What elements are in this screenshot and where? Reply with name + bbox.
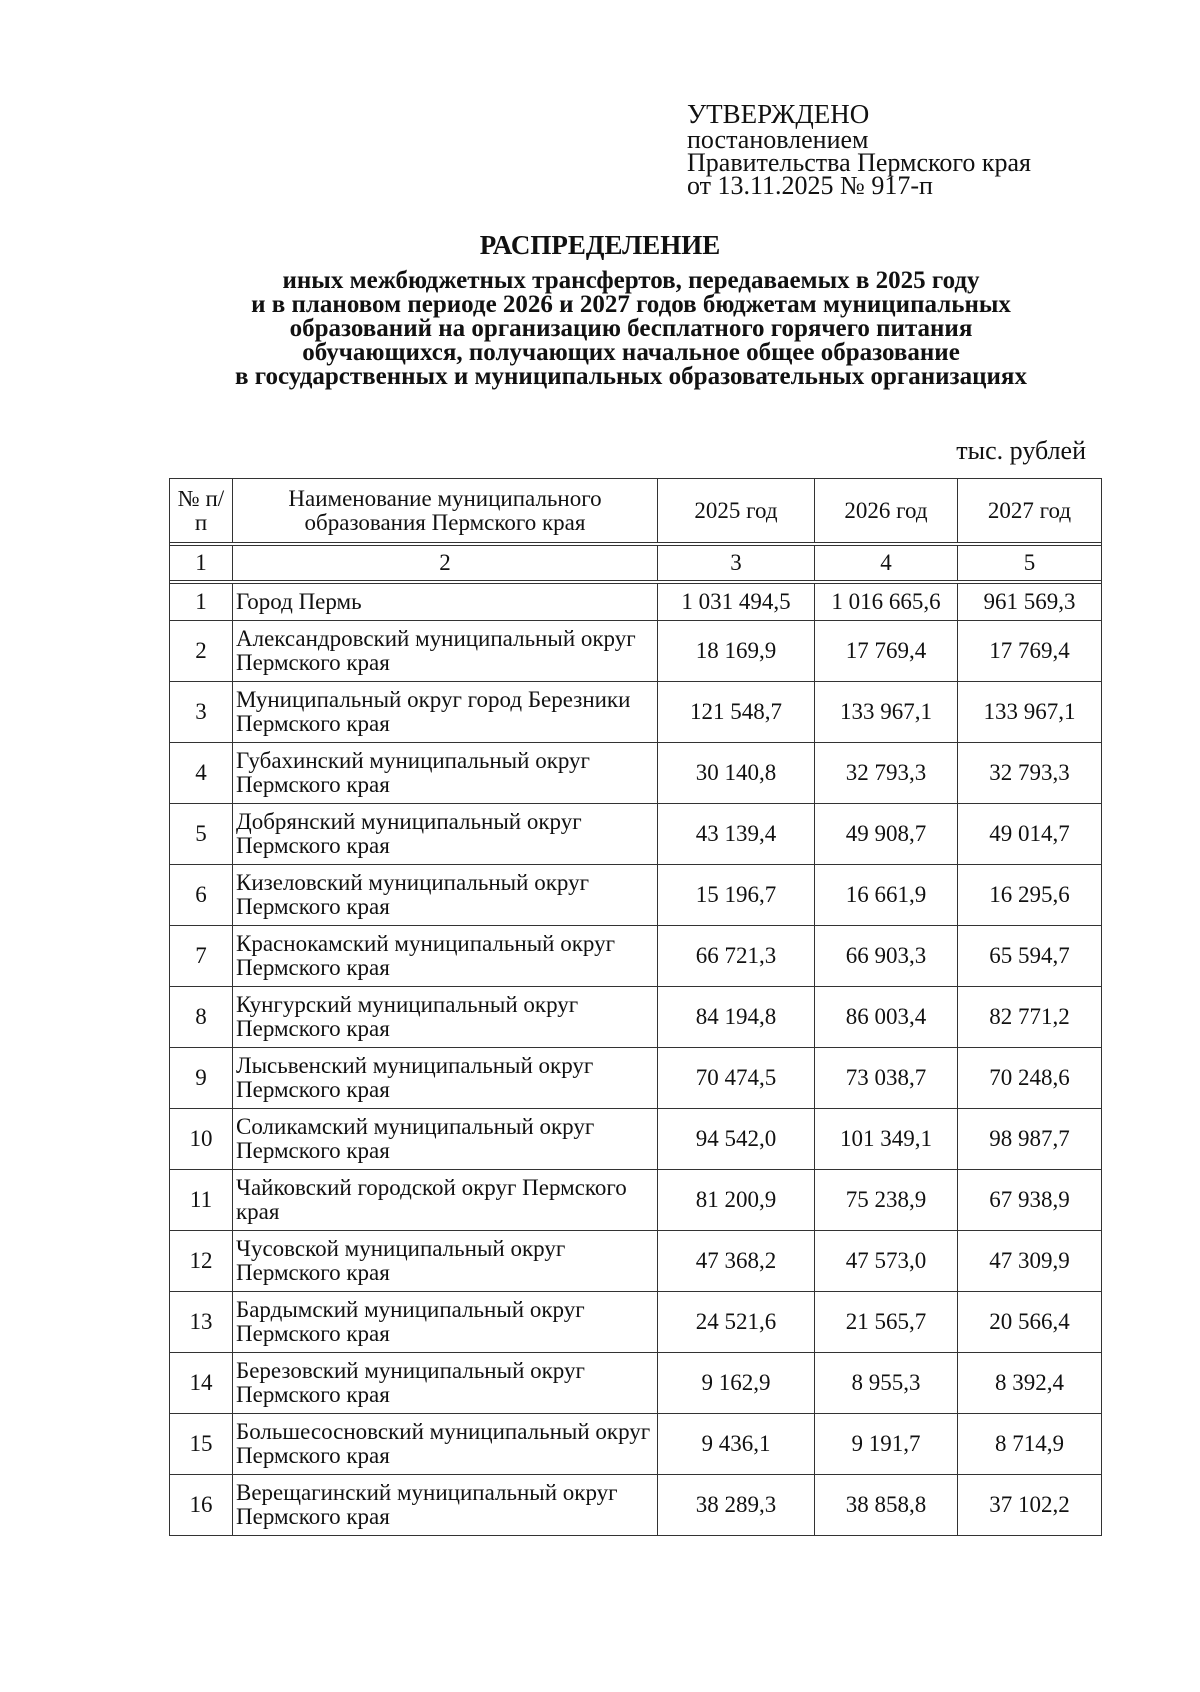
municipality-name-cell: Добрянский муниципальный округ Пермского края: [233, 804, 658, 865]
amount-2027-cell: 16 295,6: [958, 865, 1102, 926]
row-number-cell: 8: [170, 987, 233, 1048]
amount-2025-cell: 15 196,7: [658, 865, 815, 926]
municipality-name-cell: Кизеловский муниципальный округ Пермского края: [233, 865, 658, 926]
amount-2026-cell: 133 967,1: [815, 682, 958, 743]
amount-2027-cell: 49 014,7: [958, 804, 1102, 865]
header-2025: 2025 год: [658, 479, 815, 543]
amount-2025-cell: 43 139,4: [658, 804, 815, 865]
table-row: [170, 1353, 1102, 1414]
municipality-name-cell: Чайковский городской округ Пермского края: [233, 1170, 658, 1231]
municipality-name-cell: Березовский муниципальный округ Пермского края: [233, 1353, 658, 1414]
distribution-table: [169, 478, 1102, 1536]
amount-2026-cell: 32 793,3: [815, 743, 958, 804]
amount-2026-cell: 49 908,7: [815, 804, 958, 865]
row-number-cell: 15: [170, 1414, 233, 1475]
amount-2025-cell: 38 289,3: [658, 1475, 815, 1536]
amount-2026-cell: 9 191,7: [815, 1414, 958, 1475]
amount-2025-cell: 66 721,3: [658, 926, 815, 987]
table-row: [170, 743, 1102, 804]
row-number-cell: 11: [170, 1170, 233, 1231]
row-number-cell: 1: [170, 584, 233, 621]
municipality-name-cell: Губахинский муниципальный округ Пермского края: [233, 743, 658, 804]
amount-2025-cell: 81 200,9: [658, 1170, 815, 1231]
amount-2025-cell: 121 548,7: [658, 682, 815, 743]
table-row: [170, 1170, 1102, 1231]
table-row: [170, 987, 1102, 1048]
header-2026: 2026 год: [815, 479, 958, 543]
row-number-cell: 9: [170, 1048, 233, 1109]
amount-2027-cell: 8 714,9: [958, 1414, 1102, 1475]
amount-2026-cell: 47 573,0: [815, 1231, 958, 1292]
table-row: [170, 1414, 1102, 1475]
amount-2027-cell: 17 769,4: [958, 621, 1102, 682]
header-municipality: Наименование муниципального образования Пермского края: [233, 479, 658, 543]
amount-2026-cell: 86 003,4: [815, 987, 958, 1048]
table-row: [170, 865, 1102, 926]
amount-2027-cell: 37 102,2: [958, 1475, 1102, 1536]
amount-2026-cell: 1 016 665,6: [815, 584, 958, 621]
amount-2025-cell: 9 436,1: [658, 1414, 815, 1475]
municipality-name-cell: Соликамский муниципальный округ Пермского края: [233, 1109, 658, 1170]
amount-2027-cell: 82 771,2: [958, 987, 1102, 1048]
row-number-cell: 12: [170, 1231, 233, 1292]
row-number-cell: 16: [170, 1475, 233, 1536]
table-row: [170, 1475, 1102, 1536]
table-row: [170, 584, 1102, 621]
table-row: [170, 621, 1102, 682]
amount-2026-cell: 21 565,7: [815, 1292, 958, 1353]
table-row: [170, 1292, 1102, 1353]
amount-2026-cell: 73 038,7: [815, 1048, 958, 1109]
approval-line-resolution: постановлением: [687, 125, 869, 154]
amount-2025-cell: 84 194,8: [658, 987, 815, 1048]
amount-2027-cell: 8 392,4: [958, 1353, 1102, 1414]
amount-2025-cell: 94 542,0: [658, 1109, 815, 1170]
row-number-cell: 2: [170, 621, 233, 682]
approval-stamp: [687, 99, 1031, 200]
amount-2025-cell: 18 169,9: [658, 621, 815, 682]
table-row: [170, 1048, 1102, 1109]
municipality-name-cell: Александровский муниципальный округ Пермского края: [233, 621, 658, 682]
row-number-cell: 7: [170, 926, 233, 987]
amount-2025-cell: 70 474,5: [658, 1048, 815, 1109]
document-title: РАСПРЕДЕЛЕНИЕ: [479, 230, 721, 260]
table-row: [170, 1109, 1102, 1170]
municipality-name-cell: Бардымский муниципальный округ Пермского края: [233, 1292, 658, 1353]
approval-line-government: Правительства Пермского края: [687, 148, 1031, 177]
amount-2025-cell: 9 162,9: [658, 1353, 815, 1414]
header-2027: 2027 год: [958, 479, 1102, 543]
amount-2026-cell: 101 349,1: [815, 1109, 958, 1170]
column-number: 3: [658, 546, 815, 581]
amount-2025-cell: 24 521,6: [658, 1292, 815, 1353]
amount-2027-cell: 67 938,9: [958, 1170, 1102, 1231]
column-number: 2: [233, 546, 658, 581]
approval-heading: УТВЕРЖДЕНО: [687, 99, 870, 129]
row-number-cell: 13: [170, 1292, 233, 1353]
municipality-name-cell: Лысьвенский муниципальный округ Пермского края: [233, 1048, 658, 1109]
approval-line-date: от 13.11.2025 № 917-п: [687, 171, 933, 200]
municipality-name-cell: Город Пермь: [233, 584, 658, 621]
table-row: [170, 682, 1102, 743]
table-row: [170, 1231, 1102, 1292]
municipality-name-cell: Большесосновский муниципальный округ Пермского края: [233, 1414, 658, 1475]
amount-2026-cell: 75 238,9: [815, 1170, 958, 1231]
amount-2026-cell: 17 769,4: [815, 621, 958, 682]
amount-2027-cell: 133 967,1: [958, 682, 1102, 743]
amount-2027-cell: 70 248,6: [958, 1048, 1102, 1109]
row-number-cell: 3: [170, 682, 233, 743]
row-number-cell: 4: [170, 743, 233, 804]
amount-2027-cell: 65 594,7: [958, 926, 1102, 987]
amount-2027-cell: 20 566,4: [958, 1292, 1102, 1353]
row-number-cell: 5: [170, 804, 233, 865]
amount-2027-cell: 32 793,3: [958, 743, 1102, 804]
amount-2026-cell: 16 661,9: [815, 865, 958, 926]
amount-2026-cell: 66 903,3: [815, 926, 958, 987]
subtitle-line: образований на организацию бесплатного горячего питания: [289, 315, 973, 342]
column-number: 4: [815, 546, 958, 581]
row-number-cell: 14: [170, 1353, 233, 1414]
municipality-name-cell: Краснокамский муниципальный округ Пермского края: [233, 926, 658, 987]
table-header-row: [170, 479, 1102, 543]
amount-2025-cell: 1 031 494,5: [658, 584, 815, 621]
units-label: тыс. рублей: [956, 436, 1086, 465]
amount-2027-cell: 47 309,9: [958, 1231, 1102, 1292]
amount-2027-cell: 961 569,3: [958, 584, 1102, 621]
table-row: [170, 926, 1102, 987]
header-number: № п/п: [170, 479, 233, 543]
amount-2025-cell: 47 368,2: [658, 1231, 815, 1292]
column-number: 5: [958, 546, 1102, 581]
municipality-name-cell: Верещагинский муниципальный округ Пермского края: [233, 1475, 658, 1536]
amount-2026-cell: 38 858,8: [815, 1475, 958, 1536]
municipality-name-cell: Чусовской муниципальный округ Пермского края: [233, 1231, 658, 1292]
column-number: 1: [170, 546, 233, 581]
table-row: [170, 804, 1102, 865]
amount-2025-cell: 30 140,8: [658, 743, 815, 804]
amount-2026-cell: 8 955,3: [815, 1353, 958, 1414]
subtitle-line: в государственных и муниципальных образовательных организациях: [235, 363, 1027, 390]
row-number-cell: 6: [170, 865, 233, 926]
municipality-name-cell: Кунгурский муниципальный округ Пермского края: [233, 987, 658, 1048]
subtitle-line: иных межбюджетных трансфертов, передаваемых в 2025 году: [282, 267, 980, 294]
row-number-cell: 10: [170, 1109, 233, 1170]
document-subtitle: [0, 269, 1200, 389]
municipality-name-cell: Муниципальный округ город Березники Пермского края: [233, 682, 658, 743]
amount-2027-cell: 98 987,7: [958, 1109, 1102, 1170]
subtitle-line: и в плановом периоде 2026 и 2027 годов бюджетам муниципальных: [251, 291, 1011, 318]
column-number-row: [170, 546, 1102, 581]
subtitle-line: обучающихся, получающих начальное общее образование: [302, 339, 960, 366]
